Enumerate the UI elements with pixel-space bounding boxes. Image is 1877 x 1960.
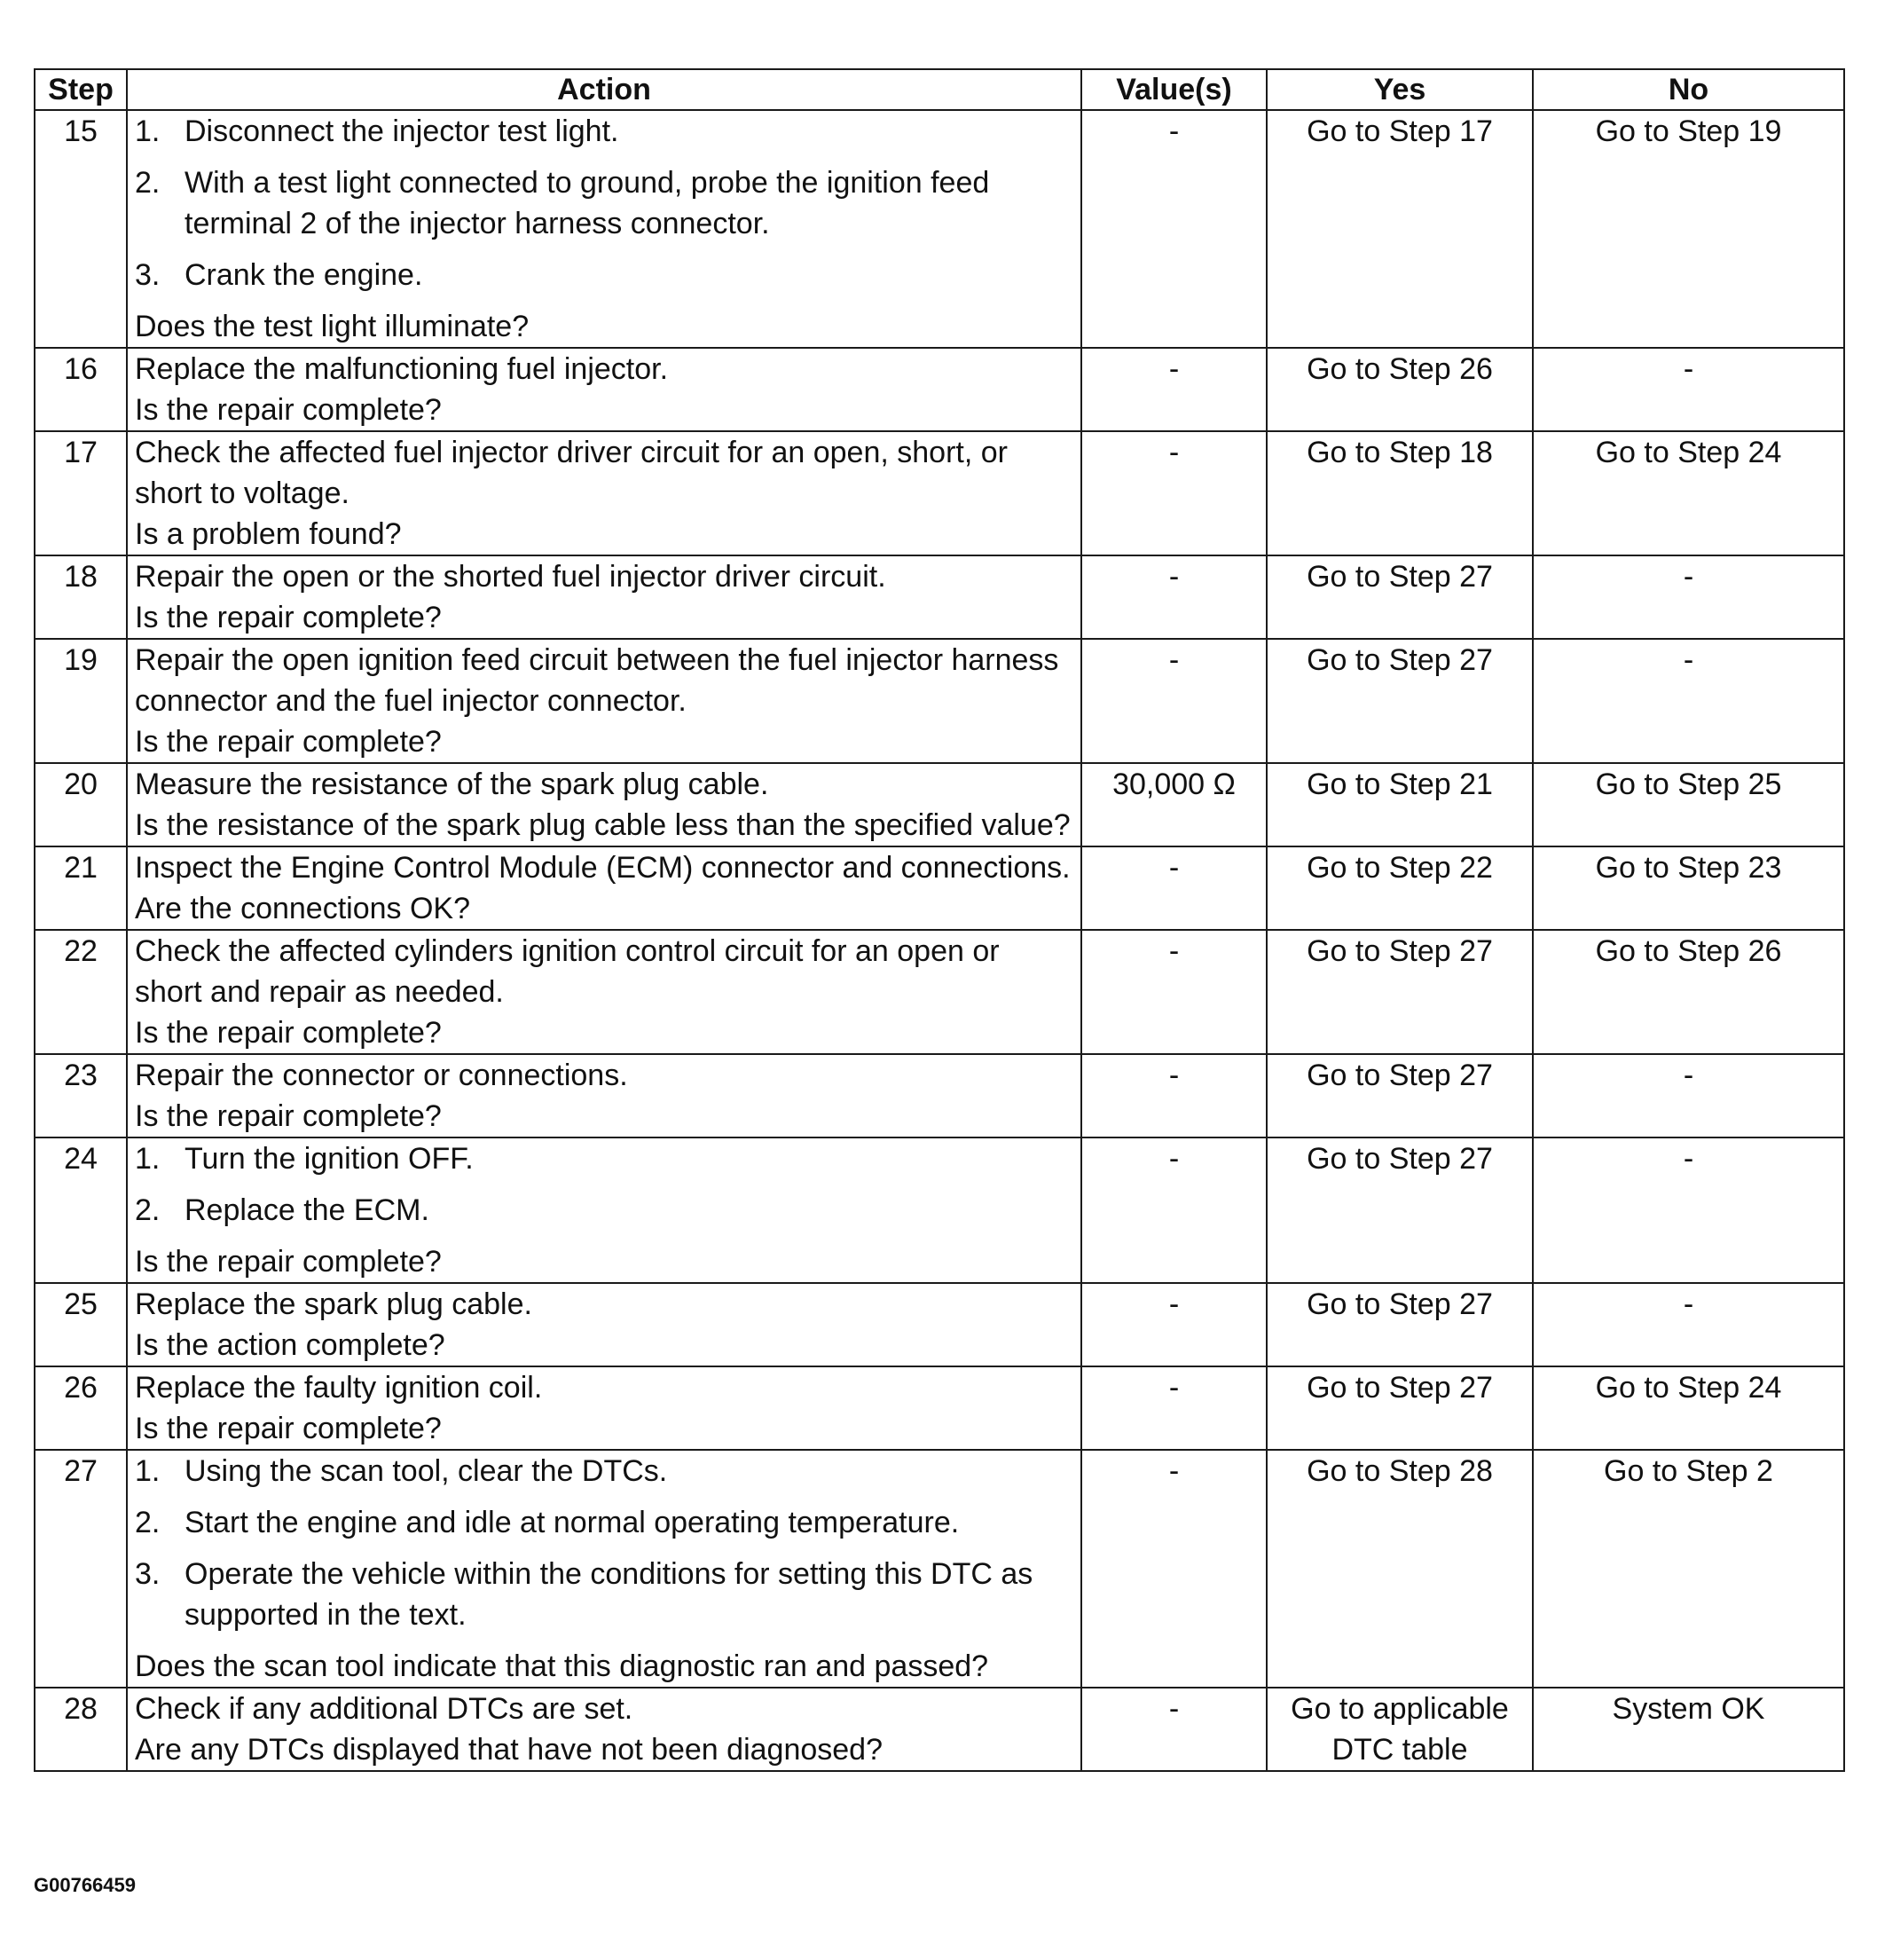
action-step-item [135, 255, 1073, 295]
step-number: 20 [35, 763, 127, 846]
no-cell: Go to Step 26 [1533, 930, 1844, 1054]
yes-cell: Go to Step 27 [1267, 1137, 1533, 1283]
no-cell: - [1533, 1054, 1844, 1137]
value-cell: - [1081, 555, 1267, 639]
step-number: 22 [35, 930, 127, 1054]
yes-cell: Go to Step 27 [1267, 639, 1533, 763]
action-text: Are any DTCs displayed that have not been diagnosed? [135, 1733, 883, 1767]
value-cell: - [1081, 1283, 1267, 1366]
value-cell: 30,000 Ω [1081, 763, 1267, 846]
value-cell: - [1081, 1137, 1267, 1283]
action-text: Is the resistance of the spark plug cable less than the specified value? [135, 808, 1071, 842]
action-cell [127, 1450, 1081, 1688]
action-text: Is the repair complete? [135, 1412, 442, 1445]
step-number: 15 [35, 110, 127, 348]
table-row [35, 1450, 1844, 1688]
table-body [35, 110, 1844, 1771]
action-step-item [135, 1554, 1073, 1635]
action-cell [127, 1054, 1081, 1137]
action-text: Inspect the Engine Control Module (ECM) connector and connections. [135, 851, 1071, 885]
action-text: Is the repair complete? [135, 393, 442, 427]
action-cell [127, 930, 1081, 1054]
action-step-number: 3. [135, 258, 161, 292]
step-number: 26 [35, 1366, 127, 1450]
step-number: 28 [35, 1688, 127, 1771]
table-row [35, 846, 1844, 930]
table-row [35, 110, 1844, 348]
action-text: Is the action complete? [135, 1328, 445, 1362]
action-text: Is the repair complete? [135, 725, 442, 759]
action-cell [127, 555, 1081, 639]
yes-cell: Go to Step 27 [1267, 930, 1533, 1054]
action-step-item [135, 111, 1073, 152]
step-number: 18 [35, 555, 127, 639]
table-row [35, 555, 1844, 639]
action-cell [127, 1688, 1081, 1771]
value-cell: - [1081, 1688, 1267, 1771]
table-row [35, 1054, 1844, 1137]
action-step-number: 1. [135, 114, 161, 148]
header-step: Step [35, 69, 127, 110]
action-step-item [135, 162, 1073, 244]
table-row [35, 930, 1844, 1054]
value-cell: - [1081, 930, 1267, 1054]
action-step-text: Crank the engine. [185, 258, 423, 292]
step-number: 25 [35, 1283, 127, 1366]
action-text: Check if any additional DTCs are set. [135, 1692, 633, 1726]
value-cell: - [1081, 1366, 1267, 1450]
action-step-text: Start the engine and idle at normal operating temperature. [185, 1506, 960, 1539]
action-text: Does the test light illuminate? [135, 310, 530, 343]
action-cell [127, 763, 1081, 846]
action-text: Repair the open ignition feed circuit between the fuel injector harness connector and the fuel injector connector. [135, 643, 1059, 718]
action-step-text: With a test light connected to ground, probe the ignition feed terminal 2 of the injector harness connector. [185, 166, 990, 240]
action-steps-list [135, 1451, 1073, 1635]
yes-cell: Go to Step 26 [1267, 348, 1533, 431]
value-cell: - [1081, 431, 1267, 555]
no-cell: System OK [1533, 1688, 1844, 1771]
action-cell [127, 1283, 1081, 1366]
action-cell [127, 846, 1081, 930]
action-text: Is the repair complete? [135, 1245, 442, 1279]
yes-cell: Go to Step 17 [1267, 110, 1533, 348]
action-step-item [135, 1190, 1073, 1231]
table-row [35, 348, 1844, 431]
action-text: Replace the faulty ignition coil. [135, 1371, 543, 1405]
yes-cell: Go to Step 28 [1267, 1450, 1533, 1688]
action-step-number: 3. [135, 1557, 161, 1591]
value-cell: - [1081, 1450, 1267, 1688]
table-row [35, 639, 1844, 763]
table-row [35, 1688, 1844, 1771]
action-step-number: 1. [135, 1142, 161, 1176]
yes-cell: Go to applicable DTC table [1267, 1688, 1533, 1771]
table-header-row [35, 69, 1844, 110]
action-step-item [135, 1451, 1073, 1492]
no-cell: - [1533, 555, 1844, 639]
header-values: Value(s) [1081, 69, 1267, 110]
action-step-text: Using the scan tool, clear the DTCs. [185, 1454, 668, 1488]
no-cell: Go to Step 23 [1533, 846, 1844, 930]
step-number: 17 [35, 431, 127, 555]
action-step-number: 2. [135, 166, 161, 200]
action-text: Measure the resistance of the spark plug cable. [135, 767, 769, 801]
action-step-text: Disconnect the injector test light. [185, 114, 619, 148]
action-step-text: Replace the ECM. [185, 1193, 429, 1227]
yes-cell: Go to Step 21 [1267, 763, 1533, 846]
action-step-item [135, 1502, 1073, 1543]
document-code: G00766459 [34, 1874, 136, 1896]
header-no: No [1533, 69, 1844, 110]
action-text: Check the affected cylinders ignition control circuit for an open or short and repair as needed. [135, 934, 1000, 1009]
action-text: Is the repair complete? [135, 1099, 442, 1133]
header-yes: Yes [1267, 69, 1533, 110]
diagnostic-table [34, 68, 1845, 1772]
yes-cell: Go to Step 27 [1267, 555, 1533, 639]
no-cell: Go to Step 24 [1533, 1366, 1844, 1450]
action-text: Check the affected fuel injector driver circuit for an open, short, or short to voltage. [135, 436, 1008, 510]
step-number: 16 [35, 348, 127, 431]
table-row [35, 763, 1844, 846]
yes-cell: Go to Step 27 [1267, 1283, 1533, 1366]
action-text: Replace the malfunctioning fuel injector. [135, 352, 669, 386]
value-cell: - [1081, 1054, 1267, 1137]
action-cell [127, 348, 1081, 431]
action-text: Repair the open or the shorted fuel injector driver circuit. [135, 560, 886, 594]
step-number: 24 [35, 1137, 127, 1283]
no-cell: Go to Step 25 [1533, 763, 1844, 846]
no-cell: Go to Step 2 [1533, 1450, 1844, 1688]
no-cell: Go to Step 24 [1533, 431, 1844, 555]
step-number: 27 [35, 1450, 127, 1688]
yes-cell: Go to Step 27 [1267, 1366, 1533, 1450]
table-row [35, 1283, 1844, 1366]
action-text: Is the repair complete? [135, 601, 442, 634]
action-text: Is the repair complete? [135, 1016, 442, 1050]
no-cell: - [1533, 1137, 1844, 1283]
step-number: 19 [35, 639, 127, 763]
action-step-number: 2. [135, 1193, 161, 1227]
yes-cell: Go to Step 22 [1267, 846, 1533, 930]
action-cell [127, 431, 1081, 555]
value-cell: - [1081, 846, 1267, 930]
action-cell [127, 1137, 1081, 1283]
table-row [35, 431, 1844, 555]
step-number: 23 [35, 1054, 127, 1137]
action-step-text: Operate the vehicle within the conditions for setting this DTC as supported in the text. [185, 1557, 1033, 1632]
action-cell [127, 639, 1081, 763]
action-step-number: 1. [135, 1454, 161, 1488]
action-steps-list [135, 111, 1073, 295]
value-cell: - [1081, 348, 1267, 431]
yes-cell: Go to Step 18 [1267, 431, 1533, 555]
table-row [35, 1366, 1844, 1450]
no-cell: - [1533, 348, 1844, 431]
table-row [35, 1137, 1844, 1283]
action-text: Does the scan tool indicate that this diagnostic ran and passed? [135, 1649, 989, 1683]
header-action: Action [127, 69, 1081, 110]
action-cell [127, 110, 1081, 348]
yes-cell: Go to Step 27 [1267, 1054, 1533, 1137]
no-cell: - [1533, 1283, 1844, 1366]
action-cell [127, 1366, 1081, 1450]
action-text: Repair the connector or connections. [135, 1059, 628, 1092]
action-step-item [135, 1138, 1073, 1179]
action-steps-list [135, 1138, 1073, 1231]
action-step-number: 2. [135, 1506, 161, 1539]
action-text: Replace the spark plug cable. [135, 1287, 532, 1321]
value-cell: - [1081, 110, 1267, 348]
action-text: Are the connections OK? [135, 892, 471, 925]
step-number: 21 [35, 846, 127, 930]
no-cell: - [1533, 639, 1844, 763]
value-cell: - [1081, 639, 1267, 763]
action-step-text: Turn the ignition OFF. [185, 1142, 474, 1176]
no-cell: Go to Step 19 [1533, 110, 1844, 348]
action-text: Is a problem found? [135, 517, 402, 551]
